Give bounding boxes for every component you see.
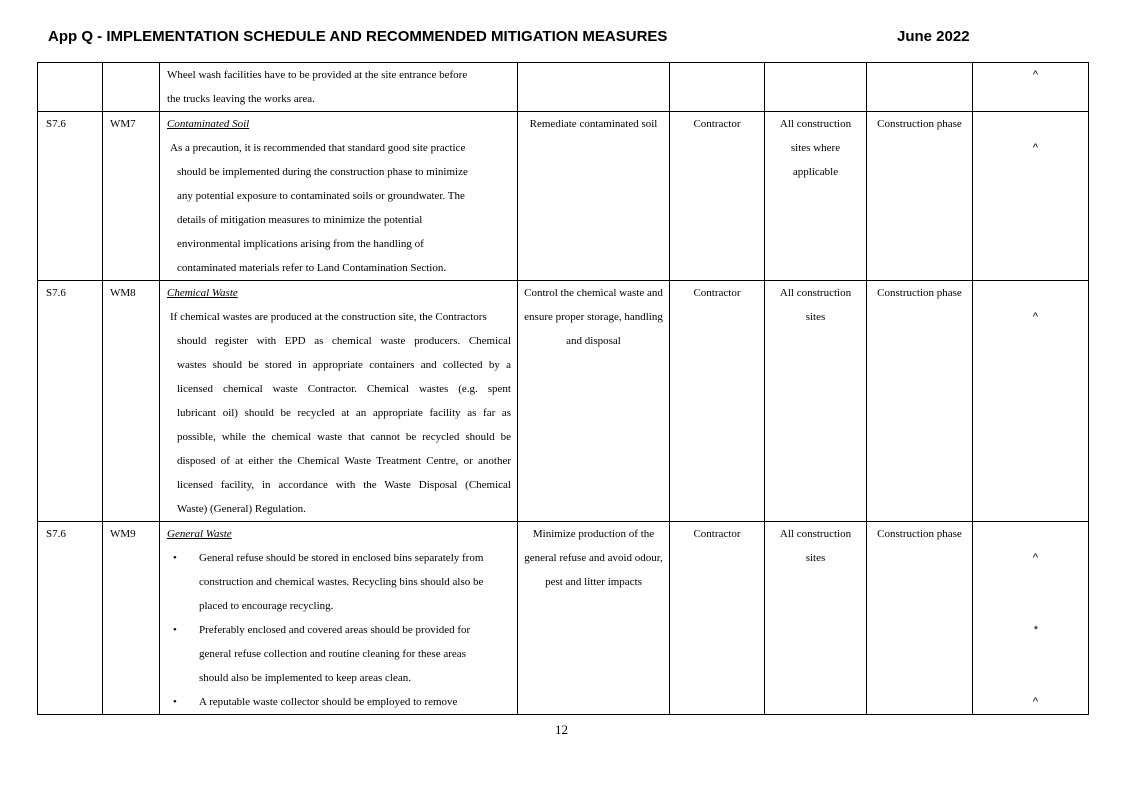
status-mark: ^ (1032, 696, 1038, 708)
measure-line: If chemical wastes are produced at the construction site, the Contractors (170, 311, 487, 323)
table-row (38, 112, 1089, 281)
status-cell (973, 112, 1089, 281)
objective-line: Minimize production of the (532, 528, 655, 540)
bullet-item (167, 546, 511, 618)
who-cell (670, 63, 765, 112)
section-cell: S7.6 (38, 281, 103, 522)
section-cell: S7.6 (38, 522, 103, 715)
section-cell (38, 63, 103, 112)
bullet-marker: • (173, 624, 177, 636)
when-cell (867, 63, 973, 112)
when-cell: Construction phase (867, 522, 973, 715)
bullet-line: General refuse should be stored in enclosed bins separately from (199, 552, 484, 564)
objective-cell (518, 63, 670, 112)
objective-cell (518, 522, 670, 715)
status-cell (973, 63, 1089, 112)
location-cell (765, 112, 867, 281)
location-line: sites (805, 311, 826, 323)
when-cell: Construction phase (867, 281, 973, 522)
status-cell (973, 522, 1089, 715)
bullet-item (167, 690, 511, 714)
location-cell (765, 522, 867, 715)
implementation-schedule-table (37, 62, 1089, 715)
measure-cell (160, 112, 518, 281)
bullet-line: placed to encourage recycling. (199, 600, 334, 612)
measure-line: the trucks leaving the works area. (167, 93, 315, 105)
status-mark: ^ (1032, 311, 1038, 323)
who-cell: Contractor (670, 112, 765, 281)
objective-line: general refuse and avoid odour, (524, 552, 663, 564)
bullet-item (167, 618, 511, 690)
bullet-line: general refuse collection and routine cleaning for these areas (199, 648, 466, 660)
document-title: App Q - IMPLEMENTATION SCHEDULE AND RECOMMENDED MITIGATION MEASURES (48, 28, 668, 45)
table-row (38, 522, 1089, 715)
status-mark: ^ (1032, 69, 1038, 81)
location-cell (765, 281, 867, 522)
measure-line: disposed of at either the Chemical Waste Treatment Centre, or another (177, 455, 511, 467)
measure-line: possible, while the chemical waste that cannot be recycled should be (177, 431, 511, 443)
location-line: All construction (779, 528, 852, 540)
objective-line: and disposal (566, 335, 621, 347)
objective-line: Remediate contaminated soil (529, 118, 658, 130)
location-line: applicable (792, 166, 839, 178)
id-cell: WM7 (103, 112, 160, 281)
measure-title: General Waste (167, 528, 232, 540)
measure-line: licensed chemical waste Contractor. Chemical wastes (e.g. spent (177, 383, 511, 395)
bullet-marker: • (173, 696, 177, 708)
measure-line: licensed facility, in accordance with the Waste Disposal (Chemical (177, 479, 511, 491)
who-cell: Contractor (670, 281, 765, 522)
document-date: June 2022 (897, 28, 970, 45)
status-cell (973, 281, 1089, 522)
bullet-line: Preferably enclosed and covered areas should be provided for (199, 624, 471, 636)
measure-line: Wheel wash facilities have to be provided at the site entrance before (167, 69, 468, 81)
location-line: All construction (779, 287, 852, 299)
objective-cell (518, 281, 670, 522)
measure-line: any potential exposure to contaminated soils or groundwater. The (177, 190, 465, 202)
bullet-marker: • (173, 552, 177, 564)
measure-line: As a precaution, it is recommended that standard good site practice (170, 142, 466, 154)
section-cell: S7.6 (38, 112, 103, 281)
status-mark: ^ (1032, 552, 1038, 564)
page-number: 12 (555, 722, 568, 737)
measure-title: Contaminated Soil (167, 118, 250, 130)
measure-title: Chemical Waste (167, 287, 238, 299)
measure-line: details of mitigation measures to minimize the potential (177, 214, 423, 226)
measure-cell (160, 281, 518, 522)
measure-cell (160, 522, 518, 715)
id-cell: WM9 (103, 522, 160, 715)
objective-line: Control the chemical waste and (524, 287, 663, 299)
measure-line: Waste) (General) Regulation. (177, 503, 306, 515)
measure-line: contaminated materials refer to Land Contamination Section. (177, 262, 447, 274)
measure-line: wastes should be stored in appropriate containers and collected by a (177, 359, 511, 371)
measure-line: should register with EPD as chemical waste producers. Chemical (177, 335, 511, 347)
status-mark: ^ (1032, 142, 1038, 154)
measure-line: lubricant oil) should be recycled at an appropriate facility as far as (177, 407, 511, 419)
measure-line: environmental implications arising from the handling of (177, 238, 424, 250)
when-cell: Construction phase (867, 112, 973, 281)
measure-line: should be implemented during the construction phase to minimize (177, 166, 468, 178)
who-cell: Contractor (670, 522, 765, 715)
bullet-line: should also be implemented to keep areas clean. (199, 672, 411, 684)
location-line: sites (805, 552, 826, 564)
bullet-line: construction and chemical wastes. Recycling bins should also be (199, 576, 484, 588)
id-cell (103, 63, 160, 112)
bullet-line: A reputable waste collector should be employed to remove (199, 696, 458, 708)
table-row (38, 281, 1089, 522)
location-line: sites where (790, 142, 841, 154)
objective-cell (518, 112, 670, 281)
location-line: All construction (779, 118, 852, 130)
table-row (38, 63, 1089, 112)
id-cell: WM8 (103, 281, 160, 522)
objective-line: ensure proper storage, handling (524, 311, 663, 323)
location-cell (765, 63, 867, 112)
objective-line: pest and litter impacts (545, 576, 642, 588)
status-mark: * (1033, 624, 1038, 636)
measure-cell (160, 63, 518, 112)
